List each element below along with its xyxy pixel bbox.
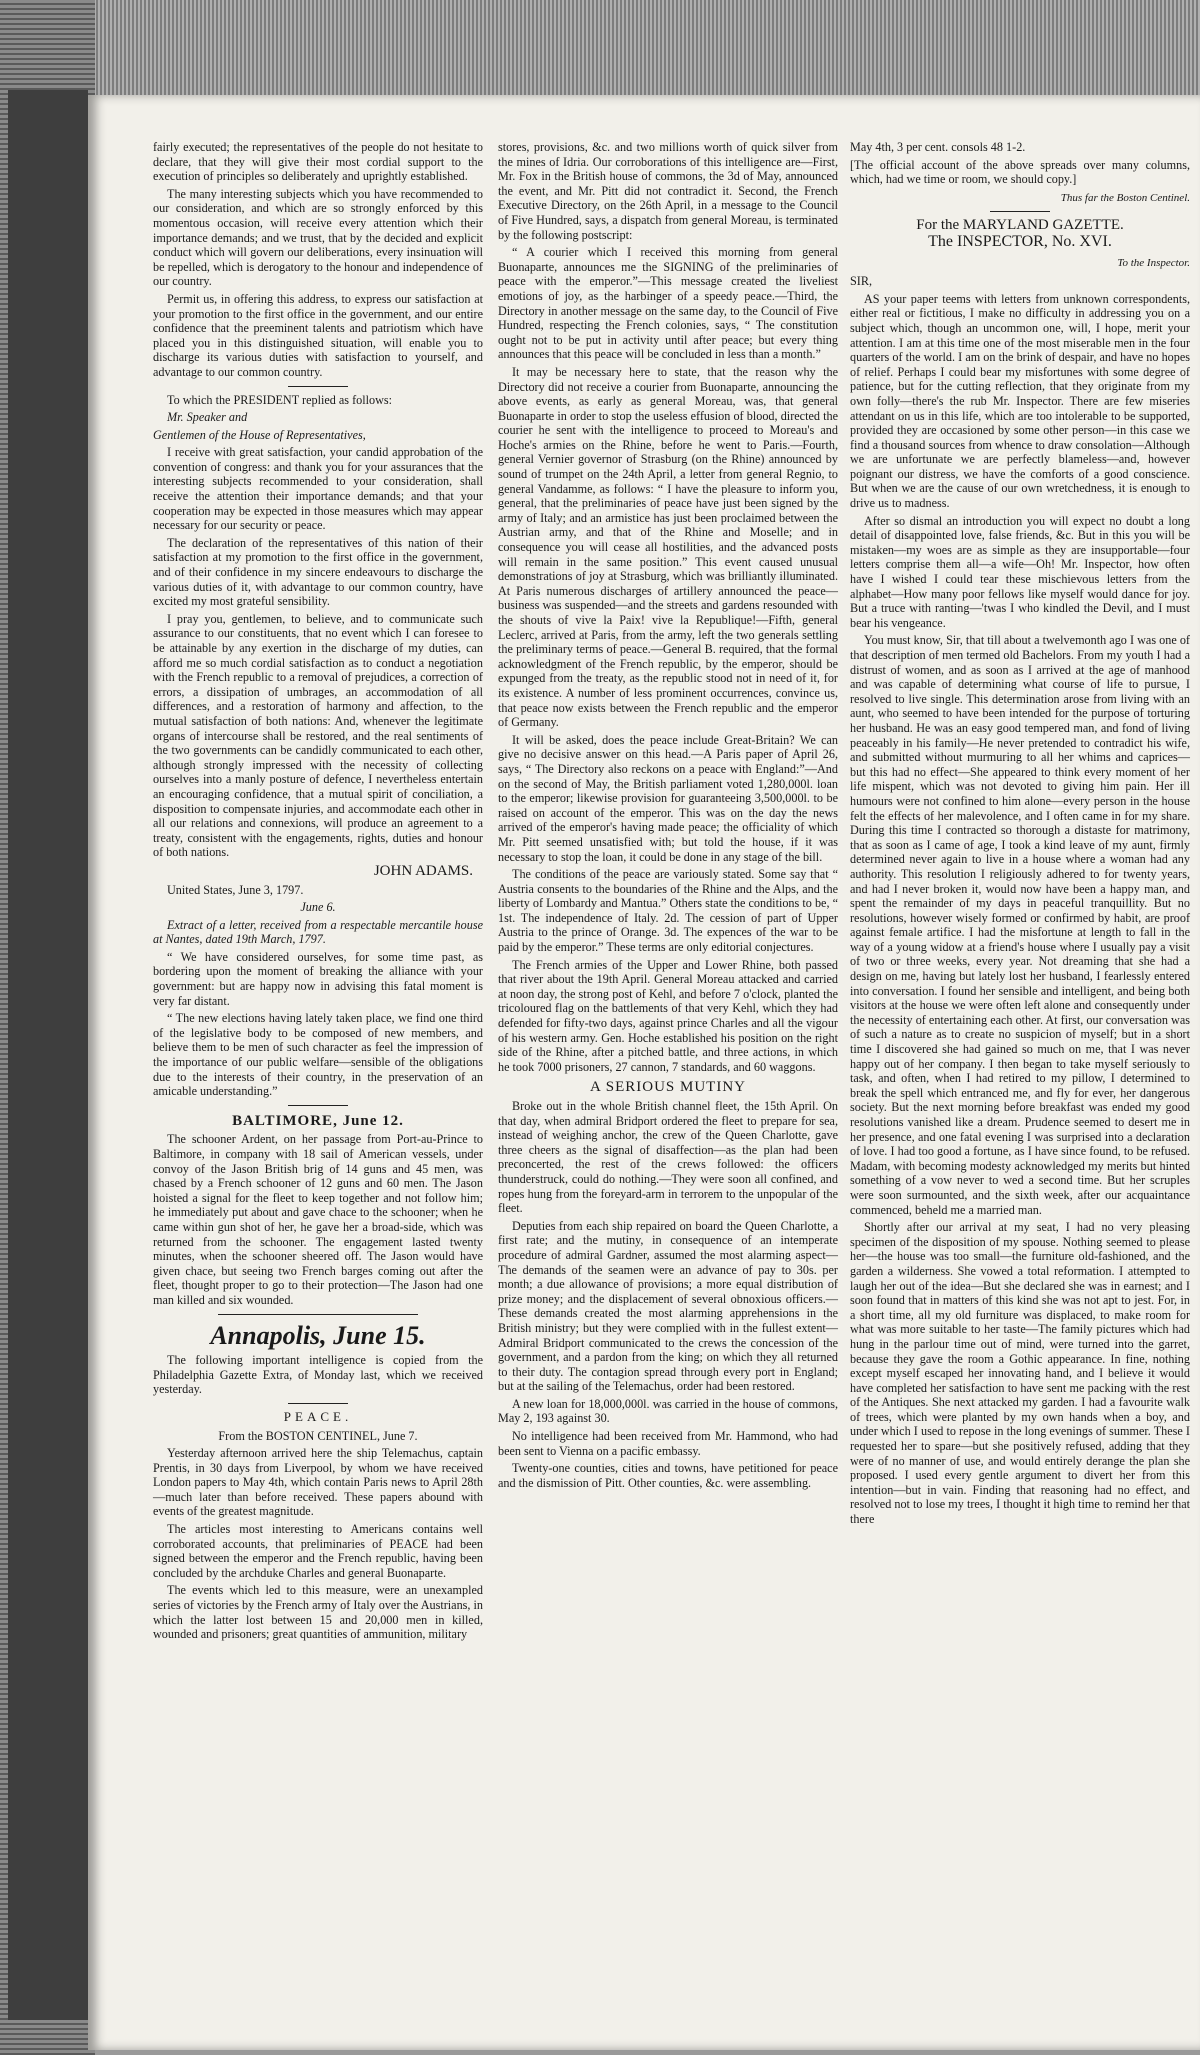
dateline: United States, June 3, 1797. [167,882,304,897]
paragraph: “ The new elections having lately taken place, we find one third of the legislative body to be composed of new members, and believe them to be men of such character as feel the impression of the importance of our public welfare—sensible of the obligations due to the interests of their country, in the preservation of an amicable understanding.” [153,1011,483,1099]
paragraph: The events which led to this measure, were an unexampled series of victories by the French army of Italy over the Austrians, in which the latter lost between 15 and 20,000 men in killed, wounded and prisoners; great quantities of ammunition, military [153,1583,483,1642]
paragraph: I pray you, gentlemen, to believe, and to communicate such assurance to our constituents, that no event which I can foresee to be attainable by any exertion in the discharge of my duties, can afford me so much cordial satisfaction as to conduct a negotiation with the French republic to a removal of prejudices, a correction of errors, a dissipation of umbrages, an accommodation of all differences, and a restoration of harmony and affection, to the mutual satisfaction of both nations: And, whenever the legitimate organs of intercourse shall be restored, and the real sentiments of the two governments can be candidly communicated to each other, although strongly impressed with the necessity of collecting ourselves into a manly posture of defence, I nevertheless entertain an encouraging confidence, that a mutual spirit of conciliation, a disposition to compensate injuries, and accommodate each other in all our relations and connexions, will produce an agreement to a treaty, consistent with the engagements, rights, duties and honour of both nations. [153,611,483,860]
paragraph: Yesterday afternoon arrived here the ship Telemachus, captain Prentis, in 30 days from Liverpool, by whom we have received London papers to May 4th, which contain Paris news to April 28th—much later than before received. These papers abound with events of the greatest magnitude. [153,1446,483,1519]
paragraph: Permit us, in offering this address, to express our satisfaction at your promotion to the first office in the government, and our entire confidence that the preeminent talents and patriotism which have placed you in this distinguished situation, will enable you to discharge its various duties with satisfaction to yourself, and advantage to our common country. [153,291,483,379]
divider [218,1314,418,1315]
addressee: To the Inspector. [1117,256,1190,269]
paragraph: The declaration of the representatives of this nation of their satisfaction at my promotion to the first office in the government, and of their confidence in my sincere endeavours to discharge the various duties of it, with advantage to our common country, have excited my most grateful sensibility. [153,535,483,609]
paragraph: No intelligence had been received from Mr. Hammond, who had been sent to Vienna on a pacific embassy. [498,1429,838,1458]
dateline: June 6. [300,900,336,915]
column-1 [153,140,483,1645]
paragraph: The many interesting subjects which you have recommended to our consideration, and which are so strongly enforced by this momentous occasion, will receive every attention which their importance demands; and we trust, that by the decided and explicit conduct which will govern our deliberations, every insinuation will be repelled, which is derogatory to the honour and independence of our country. [153,186,483,289]
divider [990,211,1050,212]
paragraph: Twenty-one counties, cities and towns, have petitioned for peace and the dismission of Pitt. Other counties, &c. were assembling. [498,1461,838,1490]
paragraph: [The official account of the above spreads over many columns, which, had we time or room, we should copy.] [850,157,1190,187]
divider [288,386,348,387]
newspaper-page [88,95,1200,2050]
scan-background-top [0,0,1200,110]
paragraph: Broke out in the whole British channel fleet, the 15th April. On that day, when admiral Bridport ordered the fleet to prepare for sea, instead of weighing anchor, the crew of the Queen Charlotte, gave three cheers as the signal of disaffection—as the plan had been preconcerted, the rest of the crews followed: the officers thunderstruck, could do nothing.—They were soon all confined, and ropes hung from the foreyard-arm in terrorem to the unpopular of the fleet. [498,1099,838,1216]
section-heading: Annapolis, June 15. [210,1320,426,1350]
book-spine [8,90,88,2020]
reply-intro: To which the PRESIDENT replied as follows: [167,392,393,407]
divider [288,1105,348,1106]
paragraph: The articles most interesting to Americans contains well corroborated accounts, that preliminaries of PEACE had been signed between the emperor and the French republic, having been concluded by the archduke Charles and general Buonaparte. [153,1522,483,1580]
salutation: SIR, [850,274,873,289]
salutation: Mr. Speaker and [167,410,248,425]
paragraph: Deputies from each ship repaired on board the Queen Charlotte, a first rate; and the mutiny, in consequence of an intemperate procedure of admiral Gardner, assumed the most alarming aspect—The demands of the seamen were an advance of pay to 30s. per month; a due allowance of provisions; a more equal distribution of prize money; and the displacement of several obnoxious officers.—These demands created the most alarming apprehensions in the British ministry; but they were complied with in the fullest extent—Admiral Bridport communicated to the crews the concession of the government, and a pardon from the king; on which they all returned to their duty. The contagion spread through every port in England; but at the sailing of the Telemachus, order had been restored. [498,1218,838,1394]
extract-heading: Extract of a letter, received from a respectable mercantile house at Nantes, dated 19th March, 1797. [153,917,483,947]
paragraph: I receive with great satisfaction, your candid approbation of the convention of congress: and thank you for your assurances that the interesting subjects recommended to your consideration, shall receive the attention their importance demands; and that your cooperation may be expected in those measures which may appear necessary for our security or peace. [153,445,483,533]
paragraph: AS your paper teems with letters from unknown correspondents, either real or fictitious, I make no difficulty in addressing you on a subject which, though an uncommon one, will, I hope, merit your attention. I am at this time one of the most miserable men in the four quarters of the world. I am on the brink of despair, and have no hopes of relief. Perhaps I could bear my misfortunes with some degree of patience, but for the cutting reflection, that they originate from my own folly—there's the rub Mr. Inspector. There are few miseries attendant on us in this life, which are too intolerable to be supported, provided they are occasioned by some other person—in this case we find a thousand sources from whence to draw consolation—Although we are unfortunate we are perfectly blameless—and, however poignant our distress, we have the comforts of a good conscience. But when we are the cause of our own wretchedness, it is enough to drive us to madness. [850,291,1190,511]
paragraph: A new loan for 18,000,000l. was carried in the house of commons, May 2, 193 against 30. [498,1396,838,1426]
paragraph: It will be asked, does the peace include Great-Britain? We can give no decisive answer on this head.—A Paris paper of April 26, says, “ The Directory also reckons on a peace with England:”—And on the second of May, the British parliament voted 1,280,000l. loan to the emperor; likewise provision for guaranteeing 3,500,000l. to be raised on account of the emperor. This was on the day the news arrived of the emperor's having made peace; the officiality of which Mr. Pitt seemed unsatisfied with; but told the house, if it was necessary to stop the loan, it could be done in any stage of the bill. [498,732,838,864]
salutation: Gentlemen of the House of Representatives, [153,427,366,442]
signature: JOHN ADAMS. [373,862,473,879]
paragraph: “ We have considered ourselves, for some time past, as bordering upon the moment of breaking the alliance with your government: but are happy now in advising this fatal moment is very far distant. [153,949,483,1008]
paragraph: The French armies of the Upper and Lower Rhine, both passed that river about the 19th April. General Moreau attacked and carried at noon day, the strong post of Kehl, and before 7 o'clock, planted the tricoloured flag on the battlements of that very Kehl, which they had defended for fifty-two days, against prince Charles and all the vigour of his western army. Gen. Hoche established his position on the right side of the Rhine, after a pitched battle, and three actions, in which he took 7000 prisoners, 27 cannon, 7 standards, and 60 waggons. [498,957,838,1074]
section-heading: For the MARYLAND GAZETTE. [916,217,1124,234]
paragraph: You must know, Sir, that till about a twelvemonth ago I was one of that description of men termed old Bachelors. From my youth I had a distrust of women, and as soon as I arrived at the age of manhood and was capable of determining what course of life to pursue, I resolved to live single. This determination arose from living with an aunt, who seemed to have been intended for the purpose of torturing her husband. He was an easy good tempered man, and fond of living peaceably in his family—He never pretended to contradict his wife, and submitted without murmuring to all her whims and caprices—but this had no effect—She appeared to think every moment of her life mispent, which was not devoted to giving him pain. Her ill humours were not confined to him alone—every person in the house felt the effects of her malevolence, and I often came in for my share. During this time I contracted so thorough a distaste for matrimony, that as soon as I came of age, I took a kind leave of my aunt, firmly determined never again to live in a house where a woman had any authority. This resolution I religiously adhered to for twenty years, and had I never broken it, would now have been a happy man, and spent the remainder of my days in peaceful tranquillity. But no resolutions, however wisely formed or confirmed by habit, are proof against female artifice. I had the misfortune at length to fall in the way of a young widow at a friend's house where I usually pay a visit of two or three weeks, every year. Not dreaming that she had a design on me, having but lately lost her husband, I fearlessly entered into conversation. I found her sensible and intelligent, and being both visitors at the house we were often left alone and consequently under the necessity of entertaining each other. At first, our conversation was of such a nature as to create no suspicion of myself; but in a short time I discovered she had gained so much on me, that I was never happy out of her company. I then began to take myself seriously to task, and often, when I had retired to my pillow, I determined to break the spell which entranced me, and fly for ever, her dangerous society. But the next morning before breakfast was ended my good resolutions vanished like a dream. Prudence seemed to desert me in her presence, and one fatal evening I was surprised into a declaration of love. I had too good a fortune, as I have since found, to be refused. Madam, with becoming modesty acknowledged my merits but hinted something of a vow never to wed a second time. But her scruples were soon surmounted, and the sixth week, after our acquaintance commenced, beheld me a married man. [850,633,1190,1217]
source-line: From the BOSTON CENTINEL, June 7. [218,1428,418,1443]
paragraph: The schooner Ardent, on her passage from Port-au-Prince to Baltimore, in company with 18 sail of American vessels, under convoy of the Jason British brig of 14 guns and 45 men, was chased by a French schooner of 12 guns and 60 men. The Jason hoisted a signal for the fleet to keep together and not follow him; he immediately put about and gave chace to the schooner; when he came within gun shot of her, he gave her a broad-side, which was returned from the schooner. The engagement lasted twenty minutes, when the schooner sheered off. The Jason would have given chace, but seeing two French barges coming out after the fleet, thought proper to go to their protection—The Jason had one man killed and six wounded. [153,1132,483,1307]
source-line: Thus far the Boston Centinel. [1060,191,1190,204]
paragraph: Shortly after our arrival at my seat, I had no very pleasing specimen of the disposition of my spouse. Nothing seemed to please her—the house was too small—the furniture old-fashioned, and the garden a wilderness. She vowed a total reformation. I attempted to laugh her out of the idea—But she declared she was in earnest; and I soon found that in matters of this kind she was not apt to jest. For, in a short time, all my old furniture was displaced, to make room for what was more suitable to her taste—The family pictures which had hung in the parlour time out of mind, were turned into the garret, because they gave the room a Gothic appearance. In fine, nothing except myself escaped her innovating hand, and I believe it would have completed her satisfaction to have sent me packing with the rest of the Antiques. She next attacked my garden. I had a favourite walk of trees, which were planted by my own hands when a boy, and under which I used to repose in the long evenings of summer. These I requested her to spare—but she positively refused, adding that they were of no manner of use, and would entirely derange the plan she proposed. I used every gentle argument to divert her from this intention—but in vain. Finding that reasoning had no effect, and resolved not to lose my trees, I thought it high time to remind her that there [850,1220,1190,1527]
section-heading: A SERIOUS MUTINY [589,1079,746,1096]
paragraph: After so dismal an introduction you will expect no doubt a long detail of disappointed love, false friends, &c. But in this you will be mistaken—my woes are as simple as they are insupportable—four letters comprise them all—a wife—Oh! Mr. Inspector, how often have I wished I could tear these mischievous letters from the alphabet—How many poor fellows like myself would dance for joy. But a truce with ranting—'twas I who kindled the Devil, and I must bear his vengeance. [850,513,1190,630]
section-heading: PEACE. [283,1408,353,1424]
paragraph: “ A courier which I received this morning from general Buonaparte, announces me the SIGNING of the preliminaries of peace with the emperor.”—This message created the liveliest emotions of joy, as the harbinger of a speedy peace.—Third, the Directory in another message on the same day, to the Council of Five Hundred, respecting the French colonies, says, “ The constitution ought not to be put in activity until after peace; but every thing announces that this peace will be concluded in less than a month.” [498,245,838,362]
paragraph: The conditions of the peace are variously stated. Some say that “ Austria consents to the boundaries of the Rhine and the Alps, and the liberty of Lombardy and Mantua.” Others state the conditions to be, “ 1st. The independence of Italy. 2d. The cession of part of Upper Austria to the prince of Orange. 3d. The expences of the war to be paid by the emperor.” These terms are only editorial conjectures. [498,867,838,955]
column-2 [498,140,838,1493]
paragraph: May 4th, 3 per cent. consols 48 1-2. [850,140,1026,154]
section-heading: The INSPECTOR, No. XVI. [928,232,1112,250]
paragraph: stores, provisions, &c. and two millions worth of quick silver from the mines of Idria. Our corroborations of this intelligence are—First, Mr. Fox in the British house of commons, the 3d of May, announced the event, and Mr. Pitt did not contradict it. Second, the French Executive Directory, on the 26th April, in a message to the Council of Five Hundred, says, a dispatch from general Moreau, is terminated by the following postscript: [498,140,838,242]
divider [288,1403,348,1404]
paragraph: fairly executed; the representatives of the people do not hesitate to declare, that they will give their most cordial support to the execution of principles so deliberately and uprightly established. [153,140,483,184]
section-heading: BALTIMORE, June 12. [232,1112,404,1129]
paragraph: It may be necessary here to state, that the reason why the Directory did not receive a courier from Buonaparte, announcing the above events, as early as general Moreau, was, that general Buonaparte in order to stop the useless effusion of blood, directed the courier he sent with the intelligence to proceed to Moreau's and Hoche's armies on the Rhine, before he went to Paris.—Fourth, general Vernier governor of Strasburg (on the Rhine) announced by sound of trumpet on the 24th April, a letter from general Regnio, to general Vandamme, as follows: “ I have the pleasure to inform you, general, that the preliminaries of peace have just been signed by the army of Italy; and an armistice has just been proclaimed between the Austrian army, and that of the Rhine and Moselle; and in consequence you will cease all hostilities, and the advanced posts will remain in the same position.” This event caused unusual demonstrations of joy at Strasburg, which was brilliantly illuminated. At Paris numerous discharges of artillery announced the peace—business was suspended—and the streets and gardens resounded with the shouts of vive la Paix! vive la Republique!—Fifth, general Leclerc, arrived at Paris, from the army, left the two generals settling the preliminary terms of peace.—General B. required, that the formal acknowledgment of the French republic, by the emperor, should be expunged from the treaty, as the republic stood not in need of it, for its existence. A number of less prominent occurrences, convince us, that peace now exists between the French republic and the emperor of Germany. [498,364,838,730]
paragraph: The following important intelligence is copied from the Philadelphia Gazette Extra, of Monday last, which we received yesterday. [153,1353,483,1397]
column-3 [850,140,1190,1530]
